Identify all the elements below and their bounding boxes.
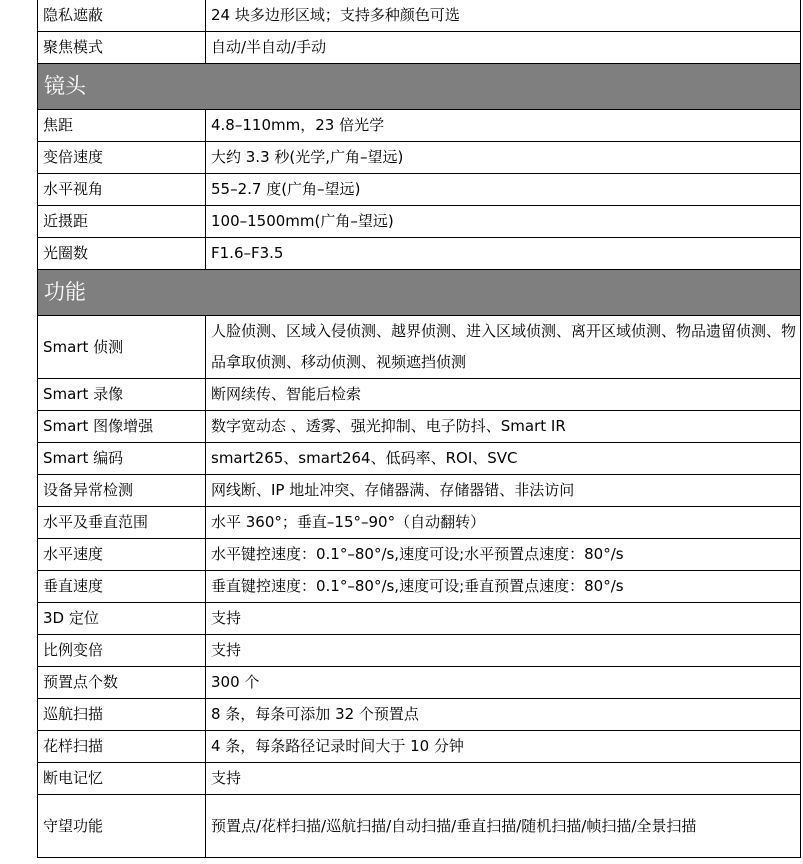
spec-row-focus-mode xyxy=(38,32,801,64)
spec-label: 水平及垂直范围 xyxy=(38,507,206,539)
spec-row xyxy=(38,795,801,858)
spec-label: 近摄距 xyxy=(38,206,206,238)
spec-label: 水平速度 xyxy=(38,539,206,571)
spec-value: 水平键控速度：0.1°–80°/s,速度可设;水平预置点速度：80°/s xyxy=(206,539,801,571)
spec-label: Smart 图像增强 xyxy=(38,411,206,443)
spec-value: 4.8–110mm，23 倍光学 xyxy=(206,110,801,142)
spec-label: 水平视角 xyxy=(38,174,206,206)
spec-label: 聚焦模式 xyxy=(38,32,206,64)
spec-row xyxy=(38,316,801,379)
spec-value: 8 条，每条可添加 32 个预置点 xyxy=(206,699,801,731)
spec-value: smart265、smart264、低码率、ROI、SVC xyxy=(206,443,801,475)
section-header-lens xyxy=(38,64,801,110)
spec-value: 支持 xyxy=(206,763,801,795)
spec-value: 24 块多边形区域；支持多种颜色可选 xyxy=(206,0,801,32)
spec-label: 焦距 xyxy=(38,110,206,142)
section-title-lens: 镜头 xyxy=(38,64,801,110)
spec-label: 垂直速度 xyxy=(38,571,206,603)
spec-value: 人脸侦测、区域入侵侦测、越界侦测、进入区域侦测、离开区域侦测、物品遗留侦测、物品拿取侦测、移动侦测、视频遮挡侦测 xyxy=(206,316,801,379)
spec-label: 光圈数 xyxy=(38,238,206,270)
spec-row xyxy=(38,539,801,571)
spec-row xyxy=(38,731,801,763)
spec-value: 网线断、IP 地址冲突、存储器满、存储器错、非法访问 xyxy=(206,475,801,507)
spec-value: 300 个 xyxy=(206,667,801,699)
spec-row xyxy=(38,174,801,206)
spec-label: 断电记忆 xyxy=(38,763,206,795)
spec-table xyxy=(37,0,801,858)
spec-label: 花样扫描 xyxy=(38,731,206,763)
spec-value: 数字宽动态 、透雾、强光抑制、电子防抖、Smart IR xyxy=(206,411,801,443)
spec-row xyxy=(38,443,801,475)
spec-value: 预置点/花样扫描/巡航扫描/自动扫描/垂直扫描/随机扫描/帧扫描/全景扫描 xyxy=(206,795,801,858)
spec-label: 隐私遮蔽 xyxy=(38,0,206,32)
spec-value: 自动/半自动/手动 xyxy=(206,32,801,64)
spec-row xyxy=(38,110,801,142)
spec-row xyxy=(38,206,801,238)
spec-row xyxy=(38,411,801,443)
spec-label: 预置点个数 xyxy=(38,667,206,699)
spec-value: 100–1500mm(广角–望远) xyxy=(206,206,801,238)
spec-value: 4 条，每条路径记录时间大于 10 分钟 xyxy=(206,731,801,763)
spec-label: Smart 编码 xyxy=(38,443,206,475)
spec-row xyxy=(38,142,801,174)
spec-label: 3D 定位 xyxy=(38,603,206,635)
spec-row xyxy=(38,379,801,411)
spec-row xyxy=(38,699,801,731)
spec-value: 支持 xyxy=(206,635,801,667)
section-header-function xyxy=(38,270,801,316)
spec-label: 守望功能 xyxy=(38,795,206,858)
spec-label: Smart 录像 xyxy=(38,379,206,411)
spec-row xyxy=(38,603,801,635)
spec-value: 大约 3.3 秒(光学,广角–望远) xyxy=(206,142,801,174)
spec-label: 设备异常检测 xyxy=(38,475,206,507)
spec-label: 比例变倍 xyxy=(38,635,206,667)
spec-value: 垂直键控速度：0.1°–80°/s,速度可设;垂直预置点速度：80°/s xyxy=(206,571,801,603)
spec-value: 水平 360°；垂直–15°–90°（自动翻转） xyxy=(206,507,801,539)
spec-value: F1.6–F3.5 xyxy=(206,238,801,270)
spec-value: 断网续传、智能后检索 xyxy=(206,379,801,411)
spec-row xyxy=(38,238,801,270)
spec-value: 55–2.7 度(广角–望远) xyxy=(206,174,801,206)
spec-row xyxy=(38,667,801,699)
spec-label: 变倍速度 xyxy=(38,142,206,174)
spec-row xyxy=(38,763,801,795)
spec-label: 巡航扫描 xyxy=(38,699,206,731)
spec-row-privacy-mask xyxy=(38,0,801,32)
spec-row xyxy=(38,635,801,667)
spec-row xyxy=(38,507,801,539)
spec-row xyxy=(38,475,801,507)
spec-label: Smart 侦测 xyxy=(38,316,206,379)
spec-value: 支持 xyxy=(206,603,801,635)
section-title-function: 功能 xyxy=(38,270,801,316)
spec-row xyxy=(38,571,801,603)
